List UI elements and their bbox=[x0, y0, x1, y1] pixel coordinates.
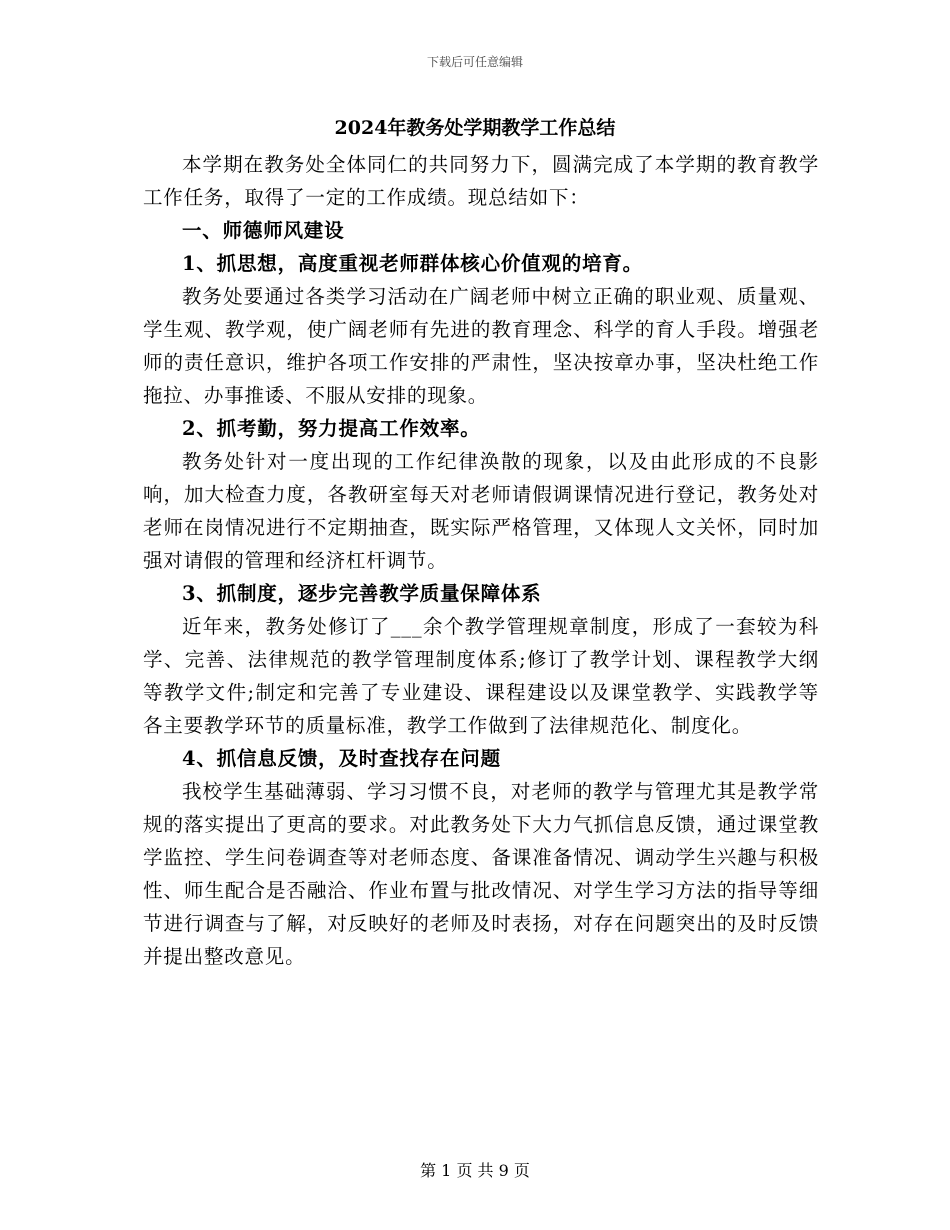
page-footer: 第 1 页 共 9 页 bbox=[420, 1161, 530, 1180]
document-title: 2024年教务处学期教学工作总结 bbox=[334, 117, 616, 139]
item-paragraph: 我校学生基础薄弱、学习习惯不良，对老师的教学与管理尤其是教学常规的落实提出了更高的要求。对此教务处下大力气抓信息反馈，通过课堂教学监控、学生问卷调查等对老师态度、备课准备情况、调动学生兴趣与积极性、师生配合是否融洽、作业布置与批改情况、对学生学习方法的指导等细节进行调查与了解，对反映好的老师及时表扬，对存在问题突出的及时反馈并提出整改意见。 bbox=[143, 780, 819, 968]
item-heading: 1、抓思想，高度重视老师群体核心价值观的培育。 bbox=[182, 252, 643, 275]
item-paragraph: 教务处针对一度出现的工作纪律涣散的现象，以及由此形成的不良影响，加大检查力度，各教研室每天对老师请假调课情况进行登记，教务处对老师在岗情况进行不定期抽查，既实际严格管理，又体现人文关怀，同时加强对请假的管理和经济杠杆调节。 bbox=[143, 450, 819, 572]
document-body bbox=[143, 148, 819, 973]
intro-paragraph: 本学期在教务处全体同仁的共同努力下，圆满完成了本学期的教育教学工作任务，取得了一定的工作成绩。现总结如下： bbox=[143, 153, 819, 209]
item-paragraph: 教务处要通过各类学习活动在广阔老师中树立正确的职业观、质量观、学生观、教学观，使广阔老师有先进的教育理念、科学的育人手段。增强老师的责任意识，维护各项工作安排的严肃性，坚决按章办事，坚决杜绝工作拖拉、办事推诿、不服从安排的现象。 bbox=[143, 285, 819, 407]
section-heading: 一、师德师风建设 bbox=[182, 219, 345, 242]
header-note: 下载后可任意编辑 bbox=[426, 55, 523, 69]
item-paragraph: 近年来，教务处修订了___余个教学管理规章制度，形成了一套较为科学、完善、法律规范的教学管理制度体系;修订了教学计划、课程教学大纲等教学文件;制定和完善了专业建设、课程建设以及课堂教学、实践教学等各主要教学环节的质量标准，教学工作做到了法律规范化、制度化。 bbox=[143, 615, 819, 737]
item-heading: 3、抓制度，逐步完善教学质量保障体系 bbox=[182, 582, 542, 605]
item-heading: 4、抓信息反馈，及时查找存在问题 bbox=[182, 747, 501, 770]
item-heading: 2、抓考勤，努力提高工作效率。 bbox=[182, 417, 481, 440]
